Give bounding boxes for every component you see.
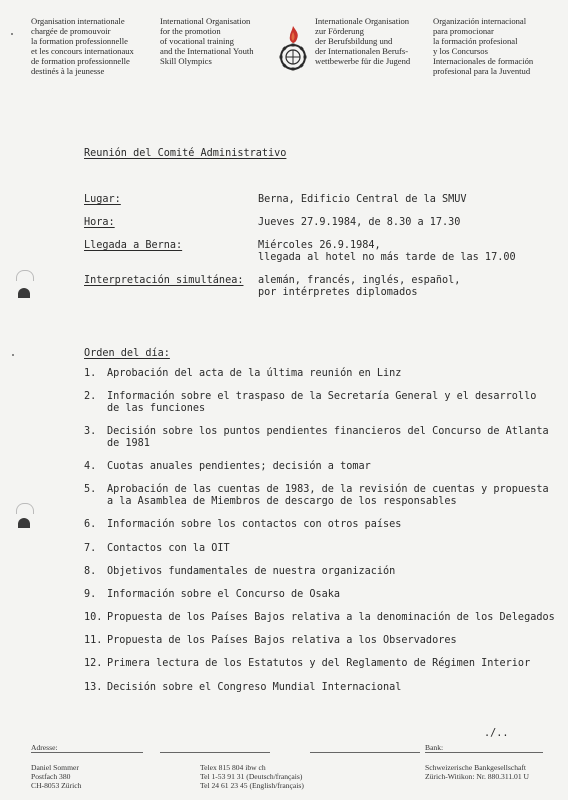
agenda-item-number: 10. [84,612,103,623]
footer-divider [310,752,420,753]
agenda-item-text: Aprobación del acta de la última reunión en Linz [107,368,402,379]
agenda-item-text: Primera lectura de los Estatutos y del Reglamento de Régimen Interior [107,658,531,669]
info-value-interpretacion: por intérpretes diplomados [258,287,418,298]
info-label-hora: Hora: [84,217,115,228]
letterhead-line: y los Concursos [433,46,488,56]
organisation-logo-icon [278,24,308,74]
address-line: CH-8053 Zürich [31,781,82,790]
scan-speck [11,33,13,35]
agenda-item-number: 6. [84,519,97,530]
info-label-lugar: Lugar: [84,194,121,205]
letterhead-german [315,16,410,66]
letterhead-line: et les concours internationaux [31,46,134,56]
agenda-item-number: 3. [84,426,97,437]
letterhead-line: Organisation internationale [31,16,125,26]
info-value-hora: Jueves 27.9.1984, de 8.30 a 17.30 [258,217,461,228]
letterhead-line: for the promotion [160,26,221,36]
footer-divider [425,752,543,753]
letterhead-line: profesional para la Juventud [433,66,531,76]
letterhead-line: Internacionales de formación [433,56,534,66]
agenda-item-number: 5. [84,484,97,495]
contact-line: Telex 815 804 ibw ch [200,763,266,772]
bank-line: Schweizerische Bankgesellschaft [425,763,526,772]
agenda-item-text: Información sobre el traspaso de la Secretaría General y el desarrollo [107,391,537,402]
footer-divider [31,752,143,753]
agenda-item-text: Aprobación de las cuentas de 1983, de la revisión de cuentas y propuesta [107,484,549,495]
agenda-item-text: a la Asamblea de Miembros de descargo de los responsables [107,496,457,507]
document-title: Reunión del Comité Administrativo [84,148,287,159]
punch-hole-icon [18,288,30,298]
letterhead-line: la formation professionnelle [31,36,128,46]
agenda-item-number: 2. [84,391,97,402]
agenda-item-number: 9. [84,589,97,600]
agenda-item-text: de las funciones [107,403,206,414]
letterhead-line: wettbewerbe für die Jugend [315,56,411,66]
address-line: Daniel Sommer [31,763,79,772]
letterhead-line: der Berufsbildung und [315,36,393,46]
punch-hole-icon [16,270,34,281]
agenda-item-number: 1. [84,368,97,379]
info-label-llegada: Llegada a Berna: [84,240,183,251]
letterhead [0,12,568,102]
agenda-item-number: 11. [84,635,103,646]
agenda-item-text: Propuesta de los Países Bajos relativa a la denominación de los Delegados [107,612,555,623]
bank-label: Bank: [425,743,444,752]
letterhead-line: de formation professionnelle [31,56,130,66]
contact-line: Tel 24 61 23 45 (English/français) [200,781,304,790]
agenda-item-text: Propuesta de los Países Bajos relativa a los Observadores [107,635,457,646]
letterhead-line: Internationale Organisation [315,16,410,26]
letterhead-line: of vocational training [160,36,234,46]
agenda-item-text: Cuotas anuales pendientes; decisión a tomar [107,461,371,472]
punch-hole-icon [18,518,30,528]
agenda-item-text: Objetivos fundamentales de nuestra organización [107,566,396,577]
address-line: Postfach 380 [31,772,71,781]
letterhead-line: zur Förderung [315,26,364,36]
letterhead-line: International Organisation [160,16,251,26]
agenda-item-text: Información sobre los contactos con otros países [107,519,402,530]
info-value-llegada: llegada al hotel no más tarde de las 17.00 [258,252,516,263]
agenda-item-text: Contactos con la OIT [107,543,230,554]
footer-divider [160,752,270,753]
info-value-interpretacion: alemán, francés, inglés, español, [258,275,461,286]
address-label: Adresse: [31,743,58,752]
agenda-item-text: Decisión sobre el Congreso Mundial Internacional [107,682,402,693]
info-value-lugar: Berna, Edificio Central de la SMUV [258,194,467,205]
agenda-item-number: 7. [84,543,97,554]
letterhead-line: destinés à la jeunesse [31,66,105,76]
continuation-mark: ./.. [484,728,509,739]
letterhead-line: chargée de promouvoir [31,26,111,36]
address-block [31,763,81,790]
agenda-title: Orden del día: [84,348,170,359]
letterhead-line: der Internationalen Berufs- [315,46,409,56]
agenda-item-number: 13. [84,682,103,693]
contact-line: Tel 1-53 91 31 (Deutsch/français) [200,772,303,781]
letterhead-line: para promocionar [433,26,494,36]
agenda-item-number: 4. [84,461,97,472]
scan-speck [12,354,14,356]
letterhead-spanish [433,16,533,76]
letterhead-line: Organización internacional [433,16,527,26]
letterhead-line: Skill Olympics [160,56,212,66]
info-label-interpretacion: Interpretación simultánea: [84,275,244,286]
agenda-item-text: Información sobre el Concurso de Osaka [107,589,341,600]
punch-hole-icon [16,503,34,514]
bank-block [425,763,529,781]
letterhead-line: and the International Youth [160,46,254,56]
letterhead-english [160,16,254,66]
agenda-item-text: de 1981 [107,438,150,449]
info-value-llegada: Miércoles 26.9.1984, [258,240,381,251]
agenda-item-number: 8. [84,566,97,577]
bank-line: Zürich-Witikon: Nr. 880.311.01 U [425,772,530,781]
agenda-item-text: Decisión sobre los puntos pendientes financieros del Concurso de Atlanta [107,426,549,437]
letterhead-french [31,16,134,76]
agenda-item-number: 12. [84,658,103,669]
contact-block [200,763,304,790]
letterhead-line: la formación profesional [433,36,518,46]
